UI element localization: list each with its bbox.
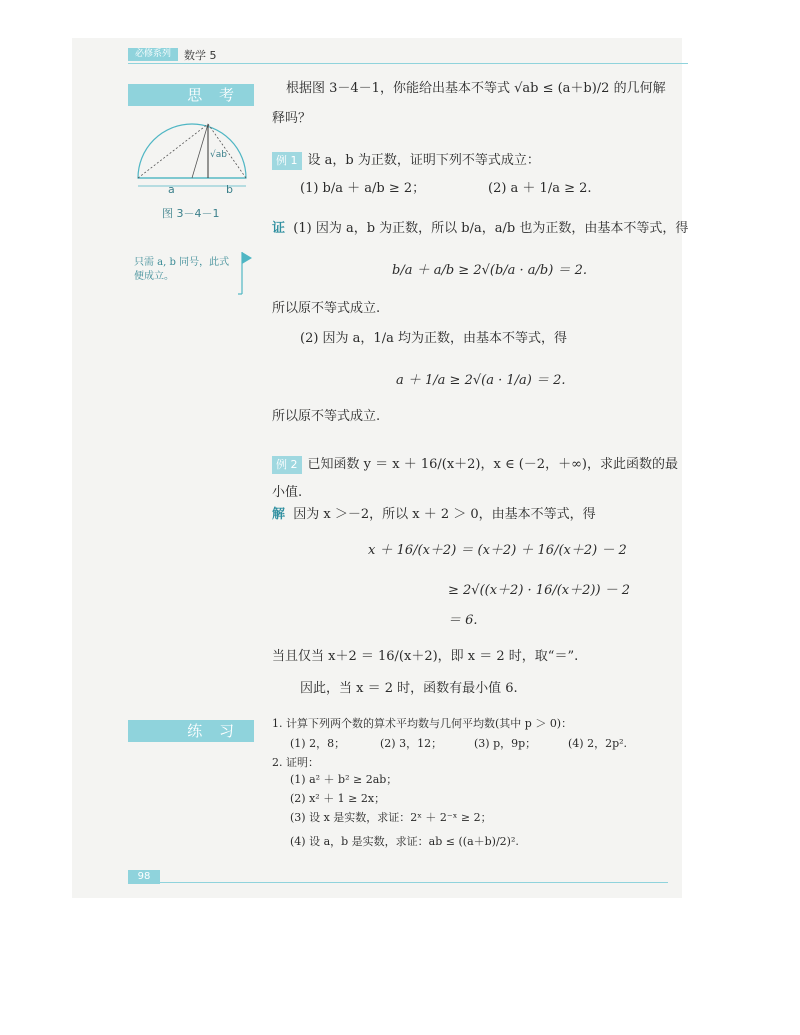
example1-part1: (1) b/a ＋ a/b ≥ 2； <box>300 181 426 196</box>
equation-1: x ＋ 16/(x＋2) ＝ (x＋2) ＋ 16/(x＋2) － 2 <box>368 543 627 558</box>
exercise-q2-item: (1) a² ＋ b² ≥ 2ab； <box>290 773 398 786</box>
figure-caption: 图 3－4－1 <box>162 207 220 220</box>
example2-label: 例 2 <box>272 456 302 474</box>
exercise-q1-item: (4) 2，2p². <box>568 737 628 750</box>
equality-condition: 当且仅当 x＋2 ＝ 16/(x＋2)，即 x ＝ 2 时，取“＝”. <box>272 649 579 664</box>
exercise-q2-item: (4) 设 a，b 是实数，求证：ab ≤ ((a＋b)/2)². <box>290 835 519 848</box>
exercise-q1-item: (1) 2，8； <box>290 737 346 750</box>
exercise-q1-item: (3) p，9p； <box>474 737 537 750</box>
example1-statement: 设 a，b 为正数，证明下列不等式成立： <box>307 153 540 168</box>
conclusion-1: 所以原不等式成立. <box>272 301 381 316</box>
fig-label-a: a <box>168 183 175 196</box>
exercise-q2-item: (2) x² ＋ 1 ≥ 2x； <box>290 792 386 805</box>
think-title: 思 考 <box>128 84 254 106</box>
think-line-2: 释吗？ <box>272 111 312 126</box>
fig-label-b: b <box>226 183 233 196</box>
flag-icon <box>238 250 254 296</box>
semicircle-figure <box>132 118 252 198</box>
fig-label-sqrt: √ab <box>210 150 227 160</box>
proof-step1: (1) 因为 a，b 为正数，所以 b/a，a/b 也为正数，由基本不等式，得 <box>293 221 689 236</box>
result: 因此，当 x ＝ 2 时，函数有最小值 6. <box>300 681 518 696</box>
exercise-q2-item: (3) 设 x 是实数，求证：2ˣ ＋ 2⁻ˣ ≥ 2； <box>290 811 492 824</box>
formula-2: a ＋ 1/a ≥ 2√(a · 1/a) ＝ 2. <box>396 373 566 388</box>
proof-step2: (2) 因为 a，1/a 均为正数，由基本不等式，得 <box>300 331 567 346</box>
example2-statement: 已知函数 y ＝ x ＋ 16/(x＋2)，x ∈ (－2，＋∞)，求此函数的最 <box>307 457 678 472</box>
equation-3: ＝ 6. <box>448 613 478 628</box>
header-rule <box>128 63 688 64</box>
example2-statement-2: 小值. <box>272 485 303 500</box>
book-title: 数学 5 <box>184 49 217 62</box>
exercise-q1: 1. 计算下列两个数的算术平均数与几何平均数(其中 p ＞ 0)： <box>272 717 573 730</box>
exercise-q2: 2. 证明： <box>272 756 319 769</box>
exercise-q1-item: (2) 3，12； <box>380 737 443 750</box>
exercise-title: 练 习 <box>128 720 254 742</box>
margin-note: 只需 a, b 同号，此式便成立。 <box>134 257 230 282</box>
footer-rule <box>160 882 668 883</box>
page-number: 98 <box>128 870 160 884</box>
series-badge: 必修系列 <box>128 48 178 61</box>
example1-part2: (2) a ＋ 1/a ≥ 2. <box>488 181 592 196</box>
equation-2: ≥ 2√((x＋2) · 16/(x＋2)) － 2 <box>448 583 631 598</box>
solution-label: 解 <box>272 507 286 522</box>
formula-1: b/a ＋ a/b ≥ 2√(b/a · a/b) ＝ 2. <box>392 263 587 278</box>
conclusion-2: 所以原不等式成立. <box>272 409 381 424</box>
example1-label: 例 1 <box>272 152 302 170</box>
solution-step1: 因为 x ＞－2，所以 x ＋ 2 ＞ 0，由基本不等式，得 <box>293 507 596 522</box>
think-line-1: 根据图 3－4－1，你能给出基本不等式 √ab ≤ (a＋b)/2 的几何解 <box>286 81 666 96</box>
proof-label: 证 <box>272 221 286 236</box>
